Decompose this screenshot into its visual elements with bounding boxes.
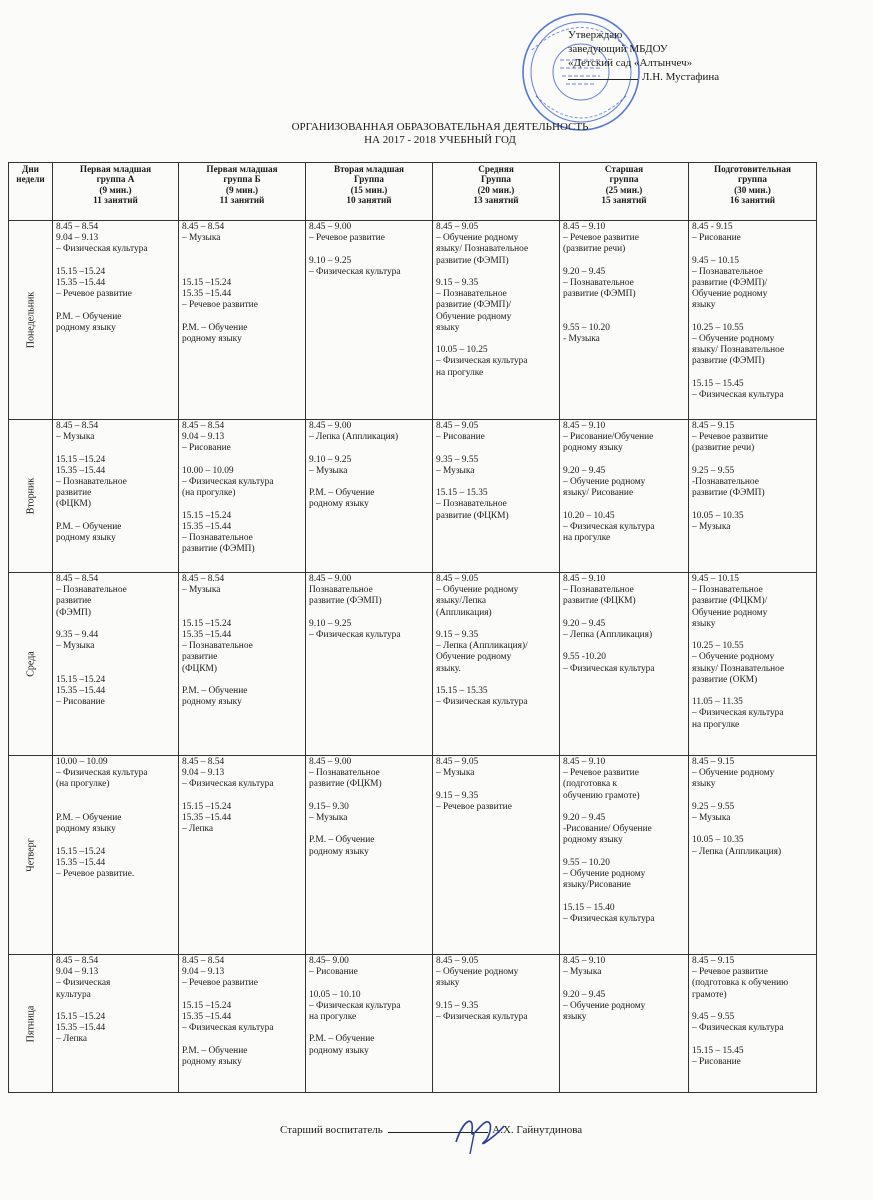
day-cell (9, 573, 53, 756)
approval-line-1: Утверждаю (568, 29, 623, 41)
footer-signature-block (280, 1124, 582, 1136)
header-group (53, 163, 179, 221)
table-row (9, 420, 817, 573)
table-cell (689, 573, 817, 756)
day-cell (9, 756, 53, 955)
header-days: Дни недели (9, 163, 53, 221)
cell-text: 8.45– 9.00 – Рисование 10.05 – 10.10 – Физическая культура на прогулке Р.М. – Обучение родному языку (309, 956, 401, 1056)
title-line-2: НА 2017 - 2018 УЧЕБНЫЙ ГОД (364, 134, 516, 146)
approval-line-2: заведующий МБДОУ (568, 43, 668, 55)
table-cell (179, 573, 306, 756)
table-cell (560, 420, 689, 573)
table-cell (53, 221, 179, 420)
header-group-text: Старшая группа (25 мин.) 15 занятий (601, 164, 647, 206)
cell-text: 8.45 – 8.54 – Музыка 15.15 –15.24 15.35 –15.44 – Познавательное развитие (ФЦКМ) Р.М. – Обучение родному языку (182, 574, 253, 708)
table-row (9, 221, 817, 420)
day-cell (9, 221, 53, 420)
day-label: Вторник (24, 477, 36, 515)
day-cell (9, 955, 53, 1093)
footer-name: А.Х. Гайнутдинова (492, 1124, 583, 1136)
table-cell (433, 955, 560, 1093)
table-cell (179, 756, 306, 955)
table-cell (53, 955, 179, 1093)
document-title (220, 121, 660, 147)
cell-text: 8.45 – 8.54 9.04 – 9.13 – Физическая культура 15.15 –15.24 15.35 –15.44 – Лепка (182, 757, 274, 835)
cell-text: 8.45 – 9.00 Познавательное развитие (ФЭМП) 9.10 – 9.25 – Физическая культура (309, 574, 401, 641)
day-label: Понедельник (24, 291, 36, 349)
header-group-text: Первая младшая группа Б (9 мин.) 11 занятий (206, 164, 278, 206)
table-cell (53, 420, 179, 573)
header-group (433, 163, 560, 221)
cell-text: 8.45 – 8.54 – Музыка 15.15 –15.24 15.35 –15.44 – Речевое развитие Р.М. – Обучение родному языку (182, 222, 258, 345)
table-cell (306, 573, 433, 756)
handwritten-signature (450, 1112, 510, 1156)
header-group-text: Вторая младшая Группа (15 мин.) 10 занятий (333, 164, 405, 206)
table-cell (433, 573, 560, 756)
table-cell (560, 955, 689, 1093)
table-cell (689, 756, 817, 955)
cell-text: 8.45 – 9.05 – Обучение родному языку/Лепка (Аппликация) 9.15 – 9.35 – Лепка (Аппликация)/ Обучение родному языку. 15.15 – 15.35 – Физическая культура (436, 574, 528, 708)
table-cell (560, 756, 689, 955)
approval-block (568, 28, 788, 84)
cell-text: 9.45 – 10.15 – Познавательное развитие (ФЦКМ)/ Обучение родному языку 10.25 – 10.55 – Обучение родному языку/ Познавательное развитие (ОКМ) 11.05 – 11.35 – Физическая культура на прогулке (692, 574, 785, 730)
approval-signer: Л.Н. Мустафина (642, 71, 720, 83)
header-row (9, 163, 817, 221)
table-cell (560, 221, 689, 420)
cell-text: 8.45 – 9.00 – Речевое развитие 9.10 – 9.25 – Физическая культура (309, 222, 401, 277)
table-cell (306, 955, 433, 1093)
approval-signature-line (568, 79, 638, 80)
cell-text: 8.45 – 8.54 9.04 – 9.13 – Физическая культура 15.15 –15.24 15.35 –15.44 – Лепка (56, 956, 111, 1045)
cell-text: 8.45 – 8.54 9.04 – 9.13 – Рисование 10.00 – 10.09 – Физическая культура (на прогулке) 15.15 –15.24 15.35 –15.44 – Познавательное развитие (ФЭМП) (182, 421, 274, 555)
cell-text: 8.45 – 9.00 – Лепка (Аппликация) 9.10 – 9.25 – Музыка Р.М. – Обучение родному языку (309, 421, 399, 510)
table-cell (306, 756, 433, 955)
day-label: Среда (24, 651, 36, 677)
cell-text: 8.45 – 9.15 – Речевое развитие (подготовка к обучению грамоте) 9.45 – 9.55 – Физическая культура 15.15 – 15.45 – Рисование (692, 956, 789, 1067)
table-row (9, 955, 817, 1093)
table-cell (306, 420, 433, 573)
cell-text: 8.45 – 8.54 9.04 – 9.13 – Физическая культура 15.15 –15.24 15.35 –15.44 – Речевое развитие Р.М. – Обучение родному языку (56, 222, 148, 333)
table-cell (689, 955, 817, 1093)
table-cell (179, 221, 306, 420)
table-cell (179, 955, 306, 1093)
table-row (9, 573, 817, 756)
header-group-text: Первая младшая группа А (9 мин.) 11 занятий (79, 164, 152, 206)
day-label: Пятница (24, 1005, 36, 1042)
table-cell (689, 420, 817, 573)
header-group (306, 163, 433, 221)
table-cell (433, 756, 560, 955)
day-label: Четверг (24, 838, 36, 872)
cell-text: 8.45 – 9.10 – Речевое развитие (развитие речи) 9.20 – 9.45 – Познавательное развитие (ФЭМП) 9.55 – 10.20 - Музыка (563, 222, 639, 345)
approval-line-4 (568, 70, 788, 84)
cell-text: 8.45 – 8.54 – Познавательное развитие (ФЭМП) 9.35 – 9.44 – Музыка 15.15 –15.24 15.35 –15.44 – Рисование (56, 574, 127, 708)
cell-text: 8.45 – 9.15 – Речевое развитие (развитие речи) 9.25 – 9.55 -Познавательное развитие (ФЭМП) 10.05 – 10.35 – Музыка (692, 421, 768, 532)
cell-text: 8.45 – 9.05 – Обучение родному языку/ Познавательное развитие (ФЭМП) 9.15 – 9.35 – Познавательное развитие (ФЭМП)/ Обучение родному языку 10.05 – 10.25 – Физическая культура на прогулке (436, 222, 529, 378)
header-group-text: Подготовительная группа (30 мин.) 16 занятий (713, 164, 791, 206)
cell-text: 8.45 – 9.10 – Музыка 9.20 – 9.45 – Обучение родному языку (563, 956, 646, 1023)
cell-text: 8.45 – 9.10 – Речевое развитие (подготовка к обучению грамоте) 9.20 – 9.45 -Рисование/ Обучение родному языку 9.55 – 10.20 – Обучение родному языку/Рисование 15.15 – 15.40 – Физическая культура (563, 757, 655, 924)
table-cell (433, 420, 560, 573)
table-cell (53, 756, 179, 955)
table-row (9, 756, 817, 955)
approval-line-3: «Детский сад «Алтынчеч» (568, 57, 693, 69)
cell-text: 8.45 – 9.05 – Обучение родному языку 9.15 – 9.35 – Физическая культура (436, 956, 528, 1023)
header-group-text: Средняя Группа (20 мин.) 13 занятий (473, 164, 519, 206)
title-line-1: ОРГАНИЗОВАННАЯ ОБРАЗОВАТЕЛЬНАЯ ДЕЯТЕЛЬНОСТЬ (291, 121, 589, 133)
cell-text: 8.45 – 9.15 – Обучение родному языку 9.25 – 9.55 – Музыка 10.05 – 10.35 – Лепка (Аппликация) (692, 757, 782, 857)
cell-text: 8.45 – 9.05 – Рисование 9.35 – 9.55 – Музыка 15.15 – 15.35 – Познавательное развитие (ФЦКМ) (436, 421, 509, 521)
cell-text: 10.00 – 10.09 – Физическая культура (на прогулке) Р.М. – Обучение родному языку 15.15 –15.24 15.35 –15.44 – Речевое развитие. (56, 757, 148, 880)
table-cell (179, 420, 306, 573)
table-cell (689, 221, 817, 420)
cell-text: 8.45 – 9.10 – Рисование/Обучение родному языку 9.20 – 9.45 – Обучение родному языку/ Рисование 10.20 – 10.45 – Физическая культура на прогулке (563, 421, 655, 544)
table-cell (53, 573, 179, 756)
cell-text: 8.45 – 9.10 – Познавательное развитие (ФЦКМ) 9.20 – 9.45 – Лепка (Аппликация) 9.55 -10.20 – Физическая культура (563, 574, 655, 674)
cell-text: 8.45 – 8.54 9.04 – 9.13 – Речевое развитие 15.15 –15.24 15.35 –15.44 – Физическая культура Р.М. – Обучение родному языку (182, 956, 274, 1067)
cell-text: 8.45 - 9.15 – Рисование 9.45 – 10.15 – Познавательное развитие (ФЭМП)/ Обучение родному языку 10.25 – 10.55 – Обучение родному языку/ Познавательное развитие (ФЭМП) 15.15 – 15.45 – Физическая культура (692, 222, 785, 401)
header-group (179, 163, 306, 221)
cell-text: 8.45 – 9.00 – Познавательное развитие (ФЦКМ) 9.15– 9.30 – Музыка Р.М. – Обучение родному языку (309, 757, 382, 857)
table-cell (433, 221, 560, 420)
header-group (689, 163, 817, 221)
table-cell (560, 573, 689, 756)
cell-text: 8.45 – 8.54 – Музыка 15.15 –15.24 15.35 –15.44 – Познавательное развитие (ФЦКМ) Р.М. – Обучение родному языку (56, 421, 127, 544)
day-cell (9, 420, 53, 573)
header-group (560, 163, 689, 221)
table-cell (306, 221, 433, 420)
footer-role: Старший воспитатель (280, 1124, 383, 1136)
schedule-table (8, 162, 817, 1093)
cell-text: 8.45 – 9.05 – Музыка 9.15 – 9.35 – Речевое развитие (436, 757, 512, 812)
